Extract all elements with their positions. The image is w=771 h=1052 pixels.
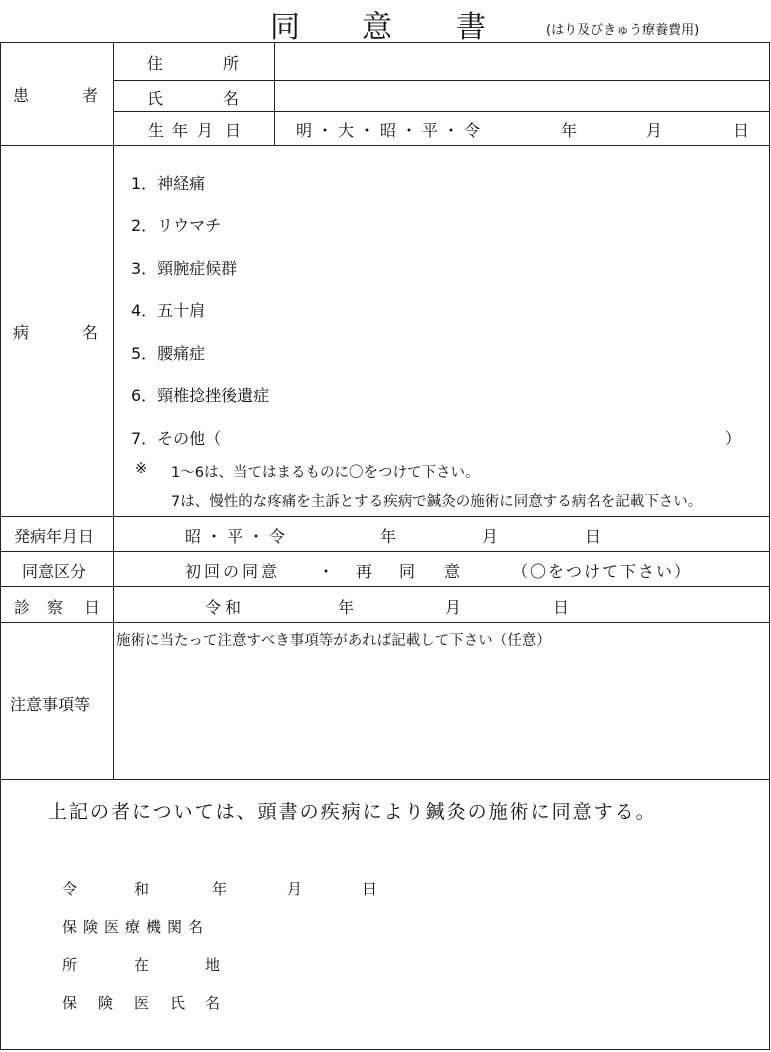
onset-year-label: 年	[380, 527, 397, 546]
footer-date-char-1: 令	[62, 880, 78, 898]
birth-month-label: 月	[646, 121, 663, 140]
disease-label-char-1: 病	[13, 323, 30, 342]
address-label-char-2: 所	[223, 54, 240, 73]
cautions-label: 注意事項等	[10, 695, 91, 714]
birth-label-char-1: 生	[148, 121, 165, 140]
birth-era-options[interactable]: 明・大・昭・平・令	[296, 121, 486, 140]
disease-other-field[interactable]	[232, 424, 722, 446]
exam-day-label: 日	[553, 598, 570, 617]
name-field[interactable]	[276, 82, 768, 110]
location-label-char-3: 地	[205, 956, 221, 974]
doctor-label-char-3: 医	[134, 994, 150, 1012]
location-label-char-1: 所	[62, 956, 78, 974]
disease-item-5[interactable]: 5．腰痛症	[131, 344, 206, 363]
disease-item-2[interactable]: 2．リウマチ	[131, 216, 222, 235]
footer-date-char-2: 和	[134, 880, 150, 898]
note-mark: ※	[135, 461, 148, 477]
name-label-char-2: 名	[223, 89, 240, 108]
doctor-label-char-4: 氏	[170, 994, 186, 1012]
cautions-field[interactable]	[116, 652, 766, 776]
onset-era-options[interactable]: 昭・平・令	[185, 527, 291, 546]
footer-date-char-4: 月	[287, 880, 303, 898]
birth-label-char-2: 年	[172, 121, 189, 140]
consent-re-char-2: 同	[399, 562, 416, 581]
consent-first-option[interactable]: 初回の同意	[185, 562, 281, 581]
consent-statement: 上記の者については、頭書の疾病により鍼灸の施術に同意する。	[48, 801, 657, 823]
location-label-char-2: 在	[134, 956, 150, 974]
disease-item-1[interactable]: 1．神経痛	[131, 174, 206, 193]
exam-era-label: 令和	[205, 598, 246, 617]
birth-day-label: 日	[733, 121, 750, 140]
doctor-label-char-2: 険	[98, 994, 114, 1012]
disease-item-4[interactable]: 4．五十肩	[131, 301, 206, 320]
cautions-instruction: 施術に当たって注意すべき事項等があれば記載して下さい（任意）	[116, 633, 551, 649]
birth-label-char-4: 日	[225, 121, 242, 140]
name-label-char-1: 氏	[147, 89, 164, 108]
note-line-2: 7は、慢性的な疼痛を主訴とする疾病で鍼灸の施術に同意する病名を記載下さい。	[171, 494, 703, 510]
doctor-label-char-5: 名	[205, 994, 221, 1012]
patient-label-char-1: 患	[13, 86, 30, 105]
onset-day-label: 日	[585, 527, 602, 546]
consent-separator: ・	[318, 562, 335, 581]
consent-instruction: （〇をつけて下さい）	[512, 562, 693, 581]
onset-month-label: 月	[482, 527, 499, 546]
exam-label-char-3: 日	[84, 598, 101, 617]
doctor-label-char-1: 保	[62, 994, 78, 1012]
address-field[interactable]	[276, 44, 768, 79]
consent-re-char-3: 意	[444, 562, 461, 581]
onset-label: 発病年月日	[14, 527, 95, 546]
birth-year-label: 年	[561, 121, 578, 140]
footer-date-char-5: 日	[362, 880, 378, 898]
form-title-char-1: 同	[270, 10, 300, 45]
disease-label-char-2: 名	[82, 323, 99, 342]
patient-label-char-2: 者	[82, 86, 99, 105]
disease-other-close: ）	[725, 429, 742, 448]
exam-year-label: 年	[338, 598, 355, 617]
exam-month-label: 月	[445, 598, 462, 617]
exam-label-char-1: 診	[14, 598, 31, 617]
institution-label: 保険医療機関名	[62, 918, 210, 936]
exam-label-char-2: 察	[47, 598, 64, 617]
disease-item-3[interactable]: 3．頸腕症候群	[131, 259, 238, 278]
consent-re-option[interactable]	[352, 559, 464, 579]
form-title-char-3: 書	[456, 10, 486, 45]
disease-item-7[interactable]: 7．その他（	[131, 429, 222, 448]
form-subtitle: (はり及びきゅう療養費用)	[546, 23, 700, 38]
consent-re-char-1: 再	[356, 562, 373, 581]
disease-item-6[interactable]: 6．頸椎捻挫後遺症	[131, 386, 270, 405]
note-line-1: 1～6は、当てはまるものに〇をつけて下さい。	[171, 465, 480, 481]
form-title-char-2: 意	[362, 10, 392, 45]
birth-label-char-3: 月	[197, 121, 214, 140]
consent-type-label: 同意区分	[22, 562, 87, 581]
footer-date-char-3: 年	[212, 880, 228, 898]
address-label-char-1: 住	[147, 54, 164, 73]
